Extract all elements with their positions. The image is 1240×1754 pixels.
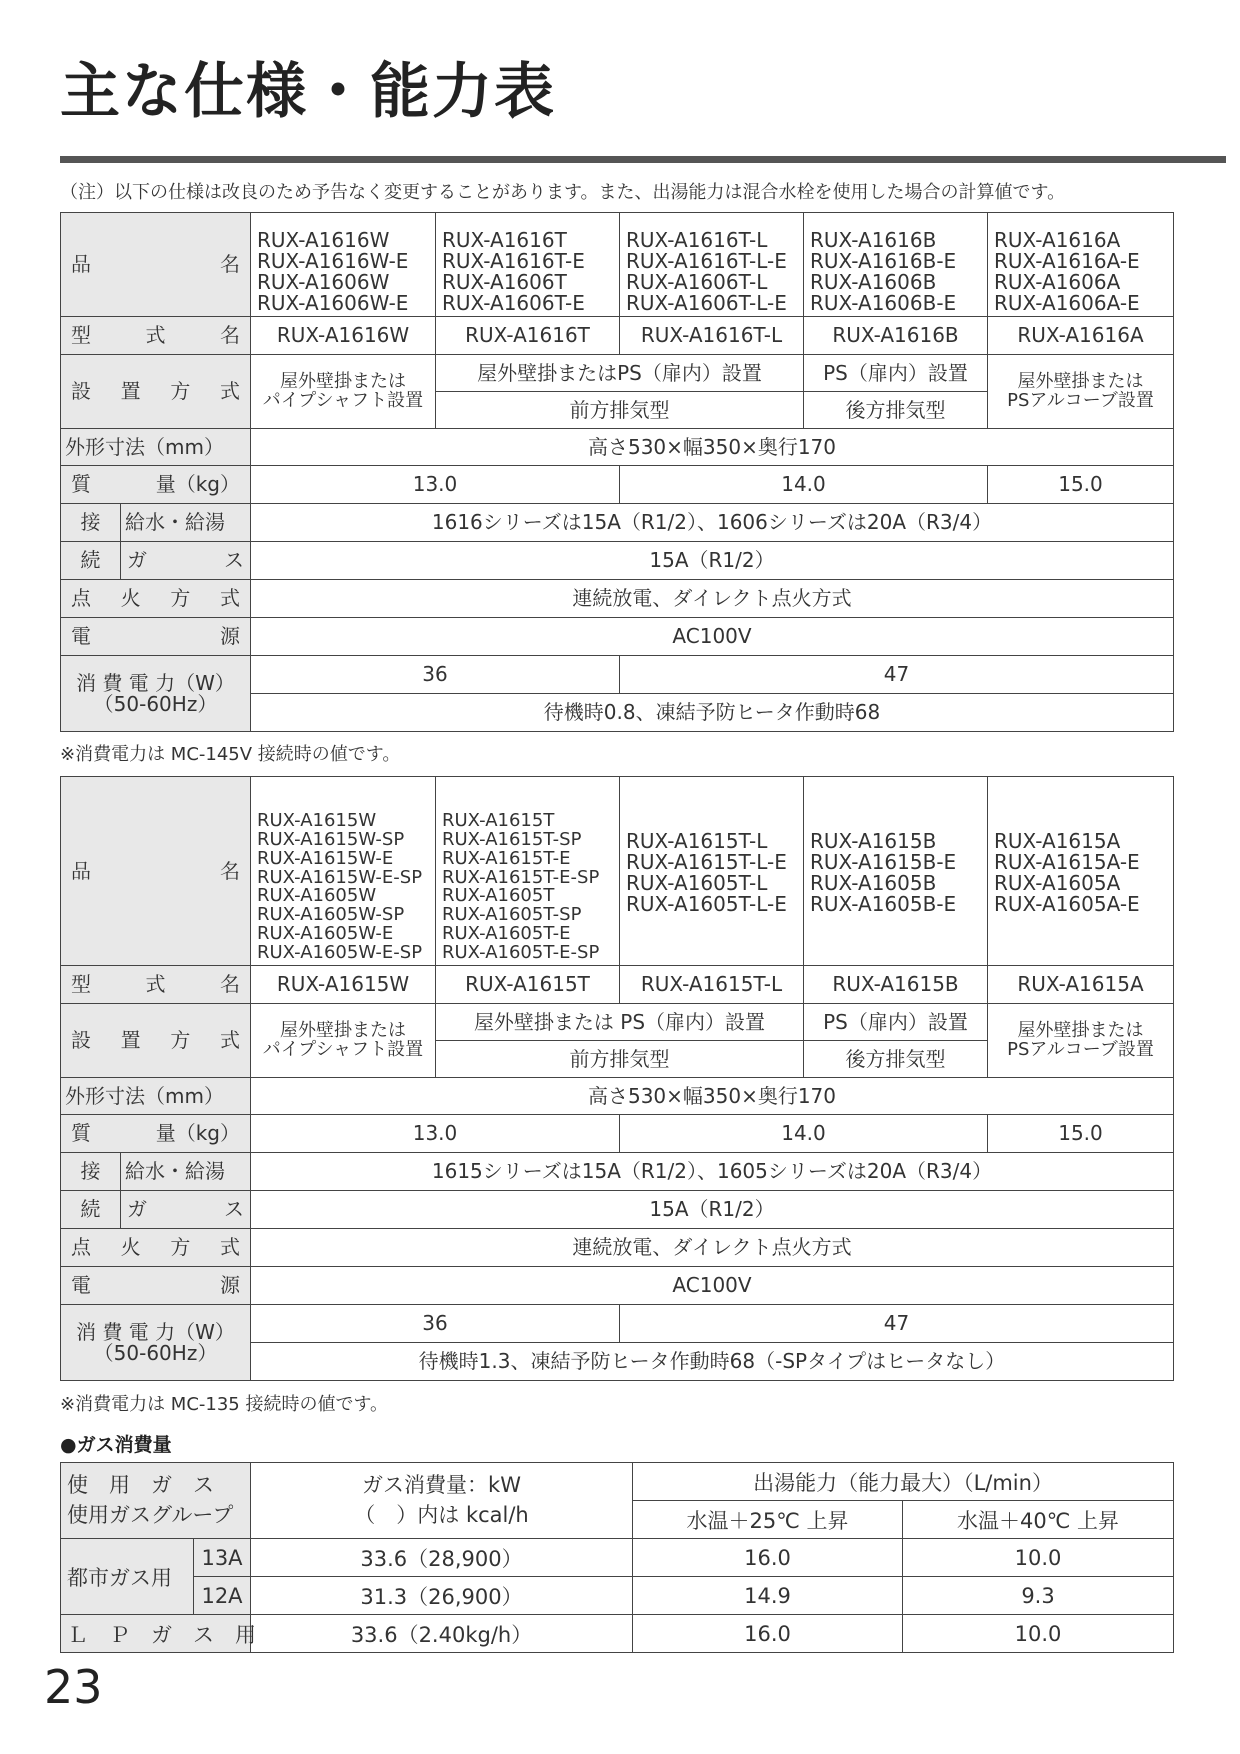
title-rule <box>60 156 1226 163</box>
label-mass: 質 量（kg） <box>61 466 251 504</box>
dimensions-value: 高さ530×幅350×奥行170 <box>251 1078 1174 1115</box>
spec-note: （注）以下の仕様は改良のため予告なく変更することがあります。また、出湯能力は混合水栓を使用した場合の計算値です。 <box>60 182 1066 203</box>
label-model-name: 型 式 名 <box>61 966 251 1004</box>
type-name-cell: RUX-A1616A <box>988 317 1174 355</box>
rise-25-value: 14.9 <box>633 1577 903 1615</box>
rise-25-value: 16.0 <box>633 1615 903 1653</box>
gas-connection-value: 15A（R1/2） <box>251 542 1174 580</box>
label-dimensions: 外形寸法（mm） <box>61 1078 251 1115</box>
exhaust-rear-cell: 後方排気型 <box>804 1041 988 1078</box>
label-power: 電 源 <box>61 618 251 656</box>
gas-consumption-value: 31.3（26,900） <box>251 1577 633 1615</box>
type-name-cell: RUX-A1616T-L <box>620 317 804 355</box>
mass-value: 15.0 <box>988 466 1174 504</box>
gas-consumption-value: 33.6（2.40kg/h） <box>251 1615 633 1653</box>
footnote: ※消費電力は MC-135 接続時の値です。 <box>60 1394 389 1415</box>
install-w-cell: 屋外壁掛または パイプシャフト設置 <box>251 355 436 429</box>
power-value: AC100V <box>251 1267 1174 1305</box>
label-city-gas: 都市ガス用 <box>61 1539 194 1615</box>
label-dimensions: 外形寸法（mm） <box>61 429 251 466</box>
consumption-value: 36 <box>251 1305 620 1343</box>
model-list-w: RUX-A1616W RUX-A1616W-E RUX-A1606W RUX-A1606W-E <box>251 213 436 317</box>
header-consumption: ガス消費量：kW （ ）内は kcal/h <box>251 1463 633 1539</box>
mass-value: 14.0 <box>620 1115 988 1153</box>
section-title-gas: ●ガス消費量 <box>60 1434 172 1456</box>
model-list-b: RUX-A1615B RUX-A1615B-E RUX-A1605B RUX-A1605B-E <box>804 777 988 966</box>
consumption-value: 47 <box>620 1305 1174 1343</box>
type-name-cell: RUX-A1615T-L <box>620 966 804 1004</box>
type-name-cell: RUX-A1616T <box>436 317 620 355</box>
model-list-w: RUX-A1615W RUX-A1615W-SP RUX-A1615W-E RUX-A1615W-E-SP RUX-A1605W RUX-A1605W-SP RUX-A1605W-E RUX-A1605W-E-SP <box>251 777 436 966</box>
install-a-cell: 屋外壁掛または PSアルコーブ設置 <box>988 355 1174 429</box>
gas-group: 13A <box>194 1539 251 1577</box>
label-gas: ガ ス <box>121 542 251 580</box>
model-list-b: RUX-A1616B RUX-A1616B-E RUX-A1606B RUX-A1606B-E <box>804 213 988 317</box>
label-model-name: 型 式 名 <box>61 317 251 355</box>
water-connection-value: 1616シリーズは15A（R1/2）、1606シリーズは20A（R3/4） <box>251 504 1174 542</box>
dimensions-value: 高さ530×幅350×奥行170 <box>251 429 1174 466</box>
model-list-t: RUX-A1615T RUX-A1615T-SP RUX-A1615T-E RUX-A1615T-E-SP RUX-A1605T RUX-A1605T-SP RUX-A1605T-E RUX-A1605T-E-SP <box>436 777 620 966</box>
label-gas: ガ ス <box>121 1191 251 1229</box>
page-title: 主な仕様・能力表 <box>60 57 556 127</box>
header-rise-40: 水温＋40℃ 上昇 <box>903 1501 1174 1539</box>
ignition-value: 連続放電、ダイレクト点火方式 <box>251 580 1174 618</box>
exhaust-front-cell: 前方排気型 <box>436 1041 804 1078</box>
install-w-cell: 屋外壁掛または パイプシャフト設置 <box>251 1004 436 1078</box>
label-product-name: 品 名 <box>61 213 251 317</box>
label-lp-gas: Ｌ Ｐ ガ ス 用 <box>61 1615 251 1653</box>
label-water: 給水・給湯 <box>121 504 251 542</box>
spec-table-2 <box>60 776 1174 1381</box>
label-ignition: 点 火 方 式 <box>61 580 251 618</box>
model-list-tl: RUX-A1615T-L RUX-A1615T-L-E RUX-A1605T-L RUX-A1605T-L-E <box>620 777 804 966</box>
install-b-cell: PS（扉内）設置 <box>804 355 988 392</box>
power-value: AC100V <box>251 618 1174 656</box>
model-list-tl: RUX-A1616T-L RUX-A1616T-L-E RUX-A1606T-L RUX-A1606T-L-E <box>620 213 804 317</box>
model-list-a: RUX-A1615A RUX-A1615A-E RUX-A1605A RUX-A1605A-E <box>988 777 1174 966</box>
gas-consumption-table <box>60 1462 1174 1653</box>
label-power: 電 源 <box>61 1267 251 1305</box>
label-connect: 続 <box>61 1191 121 1229</box>
mass-value: 13.0 <box>251 1115 620 1153</box>
label-water: 給水・給湯 <box>121 1153 251 1191</box>
gas-connection-value: 15A（R1/2） <box>251 1191 1174 1229</box>
standby-value: 待機時1.3、凍結予防ヒータ作動時68（-SPタイプはヒータなし） <box>251 1343 1174 1381</box>
label-product-name: 品 名 <box>61 777 251 966</box>
exhaust-front-cell: 前方排気型 <box>436 392 804 429</box>
consumption-value: 47 <box>620 656 1174 694</box>
label-ignition: 点 火 方 式 <box>61 1229 251 1267</box>
spec-table-1 <box>60 212 1174 732</box>
type-name-cell: RUX-A1615T <box>436 966 620 1004</box>
rise-40-value: 9.3 <box>903 1577 1174 1615</box>
label-consumption: 消 費 電 力（W） （50-60Hz） <box>61 1305 251 1381</box>
mass-value: 14.0 <box>620 466 988 504</box>
install-a-cell: 屋外壁掛または PSアルコーブ設置 <box>988 1004 1174 1078</box>
label-connect: 接 <box>61 504 121 542</box>
page-number: 23 <box>44 1660 103 1714</box>
standby-value: 待機時0.8、凍結予防ヒータ作動時68 <box>251 694 1174 732</box>
rise-40-value: 10.0 <box>903 1539 1174 1577</box>
install-tl-cell: 屋外壁掛またはPS（扉内）設置 <box>436 355 804 392</box>
type-name-cell: RUX-A1615A <box>988 966 1174 1004</box>
model-list-t: RUX-A1616T RUX-A1616T-E RUX-A1606T RUX-A1606T-E <box>436 213 620 317</box>
header-capacity: 出湯能力（能力最大）（L/min） <box>633 1463 1174 1501</box>
rise-40-value: 10.0 <box>903 1615 1174 1653</box>
exhaust-rear-cell: 後方排気型 <box>804 392 988 429</box>
label-install: 設 置 方 式 <box>61 355 251 429</box>
label-mass: 質 量（kg） <box>61 1115 251 1153</box>
consumption-value: 36 <box>251 656 620 694</box>
gas-consumption-value: 33.6（28,900） <box>251 1539 633 1577</box>
model-list-a: RUX-A1616A RUX-A1616A-E RUX-A1606A RUX-A1606A-E <box>988 213 1174 317</box>
ignition-value: 連続放電、ダイレクト点火方式 <box>251 1229 1174 1267</box>
type-name-cell: RUX-A1616B <box>804 317 988 355</box>
install-tl-cell: 屋外壁掛または PS（扉内）設置 <box>436 1004 804 1041</box>
mass-value: 15.0 <box>988 1115 1174 1153</box>
label-install: 設 置 方 式 <box>61 1004 251 1078</box>
type-name-cell: RUX-A1616W <box>251 317 436 355</box>
gas-group: 12A <box>194 1577 251 1615</box>
type-name-cell: RUX-A1615W <box>251 966 436 1004</box>
header-rise-25: 水温＋25℃ 上昇 <box>633 1501 903 1539</box>
header-gas: 使 用 ガ ス 使用ガスグループ <box>61 1463 251 1539</box>
install-b-cell: PS（扉内）設置 <box>804 1004 988 1041</box>
footnote: ※消費電力は MC-145V 接続時の値です。 <box>60 744 401 765</box>
rise-25-value: 16.0 <box>633 1539 903 1577</box>
label-connect: 接 <box>61 1153 121 1191</box>
label-consumption: 消 費 電 力（W） （50-60Hz） <box>61 656 251 732</box>
mass-value: 13.0 <box>251 466 620 504</box>
type-name-cell: RUX-A1615B <box>804 966 988 1004</box>
label-connect: 続 <box>61 542 121 580</box>
water-connection-value: 1615シリーズは15A（R1/2）、1605シリーズは20A（R3/4） <box>251 1153 1174 1191</box>
